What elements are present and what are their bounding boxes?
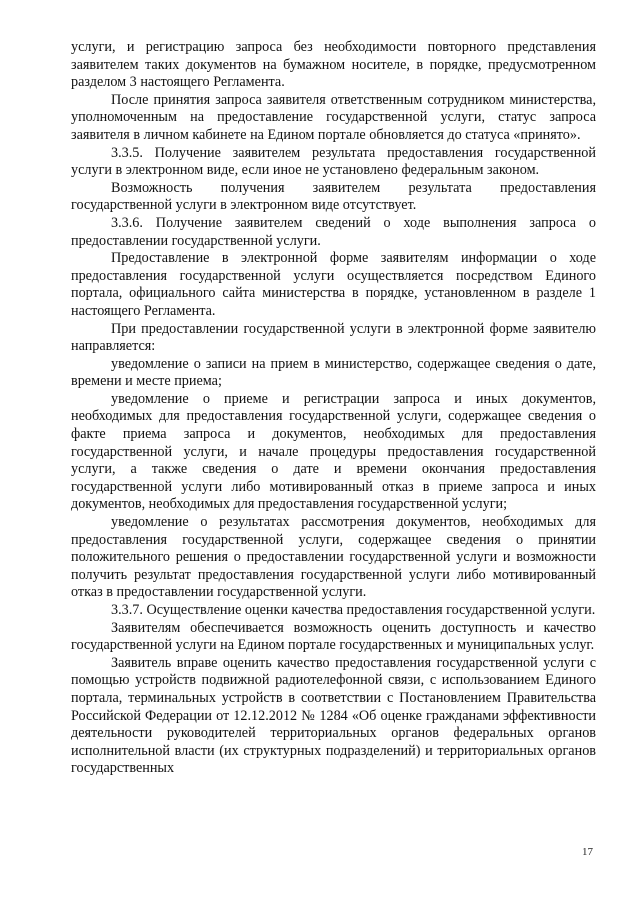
paragraph-3-3-5: 3.3.5. Получение заявителем результата предоставления государственной услуги в электронном виде, если иное не установлено федеральным законом. bbox=[71, 144, 596, 179]
paragraph-info-provision: Предоставление в электронной форме заявителям информации о ходе предоставления государственной услуги осуществляется посредством Единого портала, официального сайта министерства в порядке, установленном в разделе 1 настоящего Регламента. bbox=[71, 250, 596, 319]
paragraph-continuation: услуги, и регистрацию запроса без необходимости повторного представления заявителем таких документов на бумажном носителе, в порядке, предусмотренном разделом 3 настоящего Регламента. bbox=[71, 39, 596, 91]
paragraph-3-3-6: 3.3.6. Получение заявителем сведений о ходе выполнения запроса о предоставлении государственной услуги. bbox=[71, 214, 596, 249]
paragraph-notification-registration: уведомление о приеме и регистрации запроса и иных документов, необходимых для предоставления государственной услуги, содержащее сведения о факте приема запроса и документов, необходимых для предоставления государственной услуги, и начале процедуры предоставления государственной услуги, а также сведения о дате и времени окончания предоставления государственной услуги либо мотивированный отказ в приеме запроса и иных документов, необходимых для предоставления государственной услуги; bbox=[71, 390, 596, 513]
paragraph-result-unavailable: Возможность получения заявителем результата предоставления государственной услуги в электронном виде отсутствует. bbox=[71, 179, 596, 214]
document-body bbox=[71, 39, 596, 778]
paragraph-3-3-7: 3.3.7. Осуществление оценки качества предоставления государственной услуги. bbox=[111, 602, 596, 618]
paragraph-notifications-intro: При предоставлении государственной услуги в электронной форме заявителю направляется: bbox=[71, 320, 596, 355]
paragraph-quality-assessment: Заявителям обеспечивается возможность оценить доступность и качество государственной услуги на Едином портале государственных и муниципальных услуг. bbox=[71, 619, 596, 654]
paragraph-notification-results: уведомление о результатах рассмотрения документов, необходимых для предоставления государственной услуги, содержащее сведения о принятии положительного решения о предоставлении государственной услуги и возможности получить результат предоставления государственной услуги либо мотивированный отказ в предоставлении государственной услуги. bbox=[71, 514, 596, 601]
page-number: 17 bbox=[582, 846, 593, 858]
paragraph-status-update: После принятия запроса заявителя ответственным сотрудником министерства, уполномоченным на предоставление государственной услуги, статус запроса заявителя в личном кабинете на Едином портале обновляется до статуса «принято». bbox=[71, 91, 596, 143]
paragraph-notification-appointment: уведомление о записи на прием в министерство, содержащее сведения о дате, времени и месте приема; bbox=[71, 355, 596, 390]
paragraph-quality-rating-methods: Заявитель вправе оценить качество предоставления государственной услуги с помощью устройств подвижной радиотелефонной связи, с использованием Единого портала, терминальных устройств в соответствии с Постановлением Правительства Российской Федерации от 12.12.2012 № 1284 «Об оценке гражданами эффективности деятельности руководителей территориальных органов федеральных органов исполнительной власти (их структурных подразделений) и территориальных органов государственных bbox=[71, 654, 596, 777]
